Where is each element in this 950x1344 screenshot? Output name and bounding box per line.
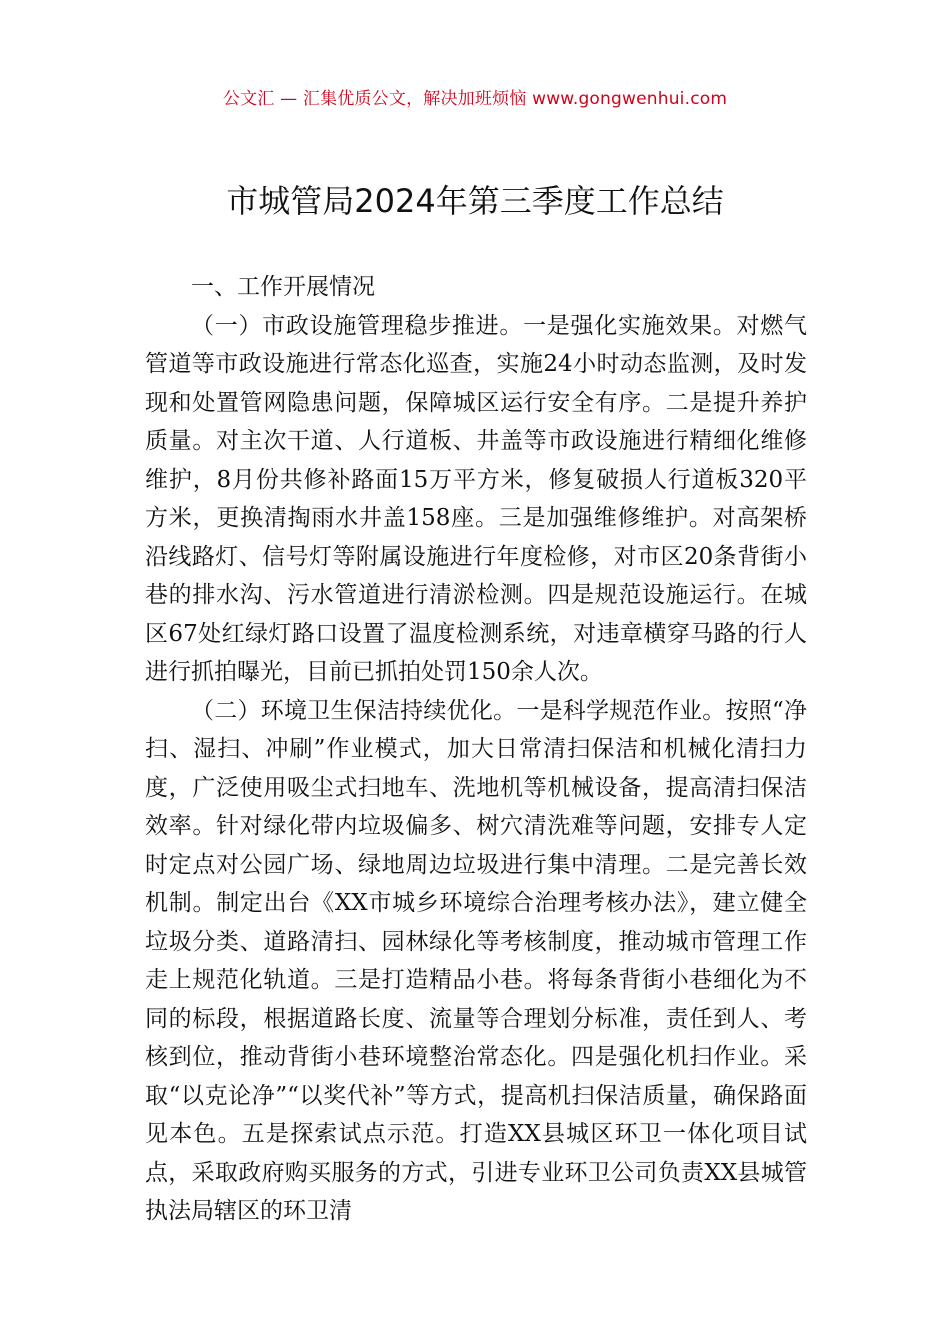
document-body (145, 268, 807, 1231)
paragraph-municipal-facilities: （一）市政设施管理稳步推进。一是强化实施效果。对燃气管道等市政设施进行常态化巡查，实施24小时动态监测，及时发现和处置管网隐患问题，保障城区运行安全有序。二是提升养护质量。对主次干道、人行道板、井盖等市政设施进行精细化维修维护，8月份共修补路面15万平方米，修复破损人行道板320平方米，更换清掏雨水井盖158座。三是加强维修维护。对高架桥沿线路灯、信号灯等附属设施进行年度检修，对市区20条背街小巷的排水沟、污水管道进行清淤检测。四是规范设施运行。在城区67处红绿灯路口设置了温度检测系统，对违章横穿马路的行人进行抓拍曝光，目前已抓拍处罚150余人次。 (145, 312, 807, 685)
paragraph-environmental-sanitation: （二）环境卫生保洁持续优化。一是科学规范作业。按照“净扫、湿扫、冲刷”作业模式，加大日常清扫保洁和机械化清扫力度，广泛使用吸尘式扫地车、洗地机等机械设备，提高清扫保洁效率。针对绿化带内垃圾偏多、树穴清洗难等问题，安排专人定时定点对公园广场、绿地周边垃圾进行集中清理。二是完善长效机制。制定出台《XX市城乡环境综合治理考核办法》，建立健全垃圾分类、道路清扫、园林绿化等考核制度，推动城市管理工作走上规范化轨道。三是打造精品小巷。将每条背街小巷细化为不同的标段，根据道路长度、流量等合理划分标准，责任到人、考核到位，推动背街小巷环境整治常态化。四是强化机扫作业。采取“以克论净”“以奖代补”等方式，提高机扫保洁质量，确保路面见本色。五是探索试点示范。打造XX县城区环卫一体化项目试点，采取政府购买服务的方式，引进专业环卫公司负责XX县城管执法局辖区的环卫清 (145, 697, 807, 1224)
header-watermark-note: 公文汇 — 汇集优质公文，解决加班烦恼 www.gongwenhui.com (222, 89, 728, 109)
page-title: 市城管局2024年第三季度工作总结 (226, 182, 724, 220)
section-heading: 一、工作开展情况 (191, 274, 375, 300)
